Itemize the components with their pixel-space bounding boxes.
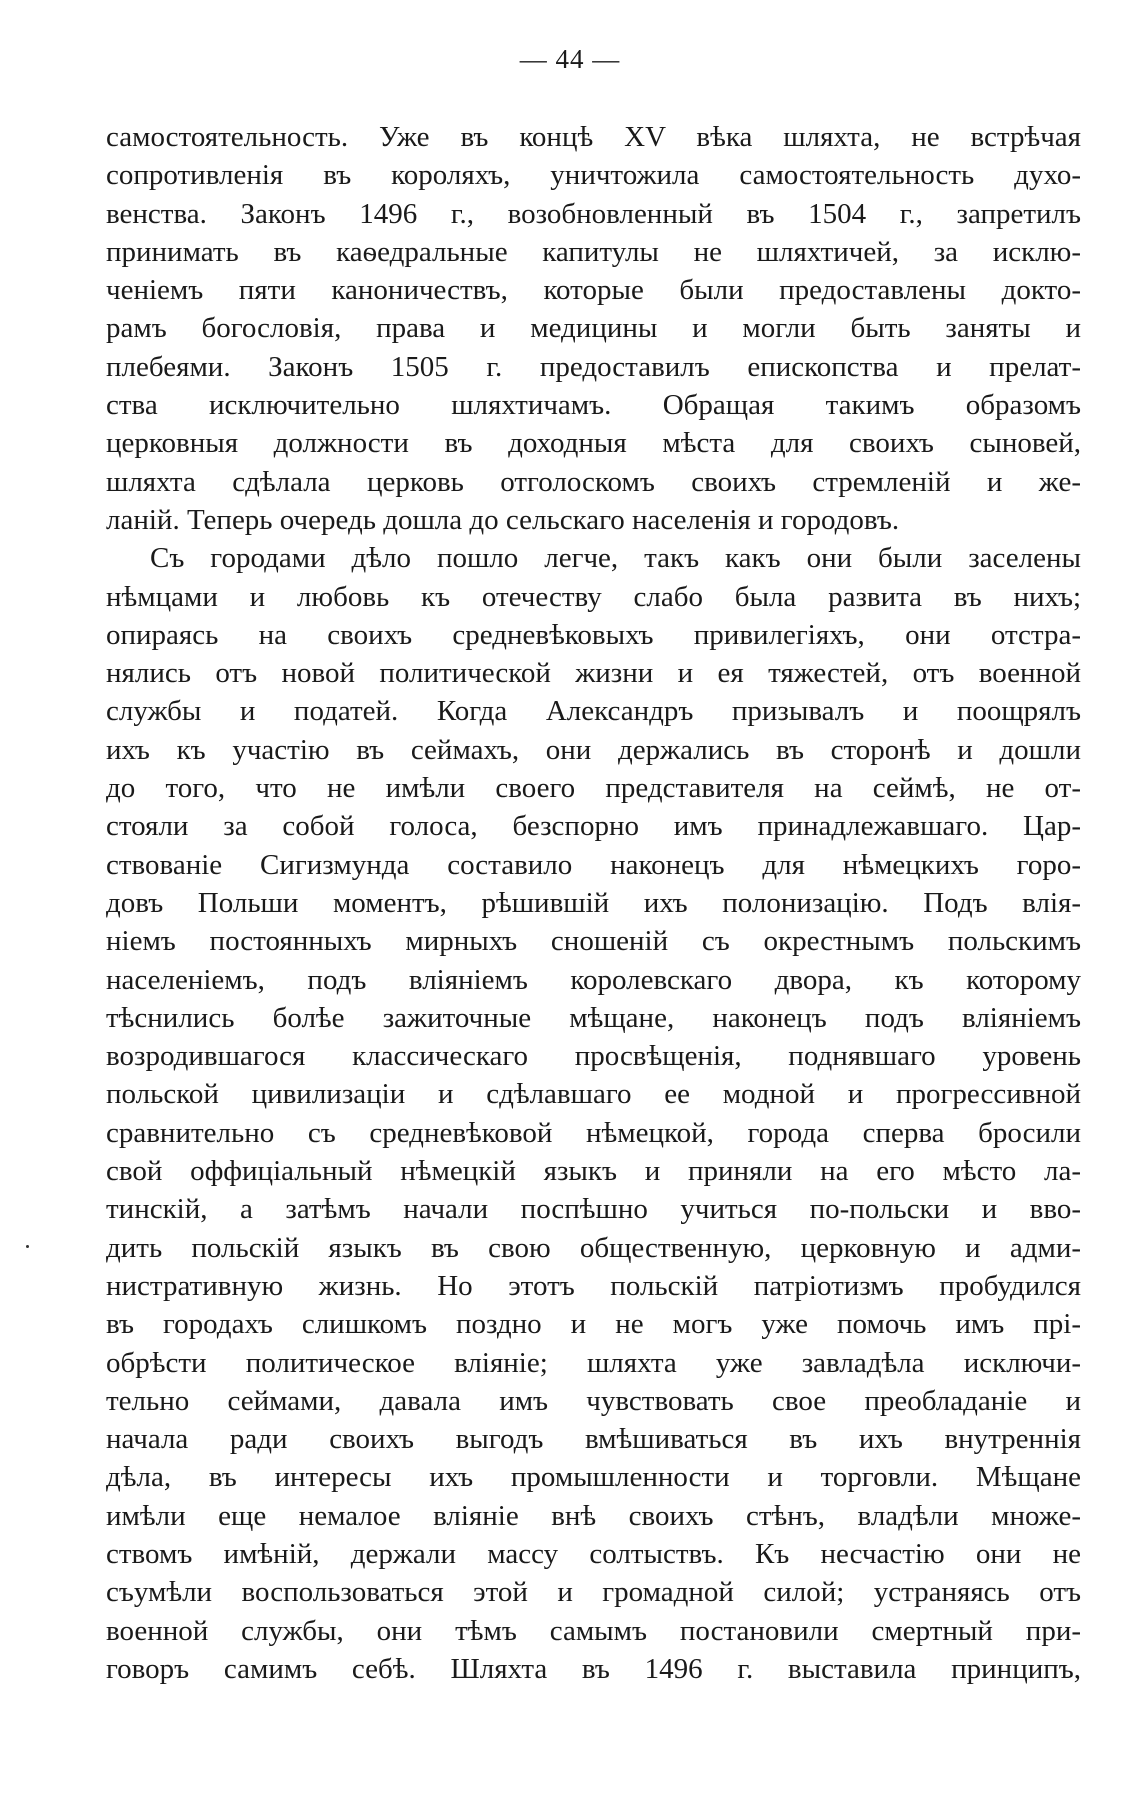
text-line: польской цивилизаціи и сдѣлавшаго ее модной и прогрессивной [106,1078,1081,1111]
paragraph-first-line: Съ городами дѣло пошло легче, такъ какъ они были заселены [150,542,1081,575]
text-line: ства исключительно шляхтичамъ. Обращая такимъ образомъ [106,389,1081,422]
text-line: службы и податей. Когда Александръ призывалъ и поощрялъ [106,695,1081,728]
text-line: нялись отъ новой политической жизни и ея тяжестей, отъ военной [106,657,1081,690]
text-line: ченіемъ пяти каноничествъ, которые были предоставлены докто- [106,274,1081,307]
text-line: начала ради своихъ выгодъ вмѣшиваться въ ихъ внутреннія [106,1423,1081,1456]
text-line: въ городахъ слишкомъ поздно и не могъ уже помочь имъ прі- [106,1308,1081,1341]
text-line: нистративную жизнь. Но этотъ польскій патріотизмъ пробудился [106,1269,1081,1302]
text-line: плебеями. Законъ 1505 г. предоставилъ епископства и прелат- [106,350,1081,383]
text-line: рамъ богословія, права и медицины и могли быть заняты и [106,312,1081,345]
text-line: обрѣсти политическое вліяніе; шляхта уже завладѣла исключи- [106,1346,1081,1379]
text-line: свой оффиціальный нѣмецкій языкъ и приняли на его мѣсто ла- [106,1155,1081,1188]
body-text [106,118,1081,1688]
text-line: ланій. Теперь очередь дошла до сельскаго населенія и городовъ. [106,503,900,536]
text-line: довъ Польши моментъ, рѣшившій ихъ полонизацію. Подъ влія- [106,886,1081,919]
text-line: говоръ самимъ себѣ. Шляхта въ 1496 г. выставила принципъ, [106,1652,1081,1685]
text-line: дѣла, въ интересы ихъ промышленности и торговли. Мѣщане [106,1461,1081,1494]
text-line: имѣли еще немалое вліяніе внѣ своихъ стѣнъ, владѣли множе- [106,1499,1081,1532]
text-line: до того, что не имѣли своего представителя на сеймѣ, не от- [106,772,1081,805]
text-line: дить польскій языкъ въ свою общественную, церковную и адми- [106,1231,1081,1264]
text-line: ніемъ постоянныхъ мирныхъ сношеній съ окрестнымъ польскимъ [106,925,1081,958]
text-line: принимать въ каѳедральные капитулы не шляхтичей, за исклю- [106,235,1081,268]
text-line: тѣснились болѣе зажиточные мѣщане, наконецъ подъ вліяніемъ [106,1001,1081,1034]
text-line: ствованіе Сигизмунда составило наконецъ для нѣмецкихъ горо- [106,848,1081,881]
text-line: съумѣли воспользоваться этой и громадной силой; устраняясь отъ [106,1576,1081,1609]
text-line: возродившагося классическаго просвѣщенія, поднявшаго уровень [106,1040,1081,1073]
text-line: военной службы, они тѣмъ самымъ постановили смертный при- [106,1614,1081,1647]
text-line: населеніемъ, подъ вліяніемъ королевскаго двора, къ которому [106,963,1081,996]
text-line: опираясь на своихъ средневѣковыхъ привилегіяхъ, они отстра- [106,618,1081,651]
text-line: шляхта сдѣлала церковь отголоскомъ своихъ стремленій и же- [106,465,1081,498]
text-line: тельно сеймами, давала имъ чувствовать свое преобладаніе и [106,1384,1081,1417]
text-line: самостоятельность. Уже въ концѣ XV вѣка шляхта, не встрѣчая [106,121,1081,153]
text-line: ихъ къ участію въ сеймахъ, они держались въ сторонѣ и дошли [106,733,1081,766]
text-line: венства. Законъ 1496 г., возобновленный въ 1504 г., запретилъ [106,197,1081,230]
text-line: сравнительно съ средневѣковой нѣмецкой, города сперва бросили [106,1116,1081,1149]
page-number: — 44 — [519,44,621,74]
print-speck [26,1245,29,1248]
text-line: сопротивленія въ короляхъ, уничтожила самостоятельность духо- [106,159,1081,192]
text-line: церковныя должности въ доходныя мѣста для своихъ сыновей, [106,427,1081,460]
text-line: стояли за собой голоса, безспорно имъ принадлежавшаго. Цар- [106,810,1081,843]
text-line: ствомъ имѣній, держали массу солтыствъ. Къ несчастію они не [106,1537,1081,1570]
text-line: нѣмцами и любовь къ отечеству слабо была развита въ нихъ; [106,580,1081,613]
text-line: тинскій, а затѣмъ начали поспѣшно учиться по-польски и вво- [106,1193,1081,1226]
